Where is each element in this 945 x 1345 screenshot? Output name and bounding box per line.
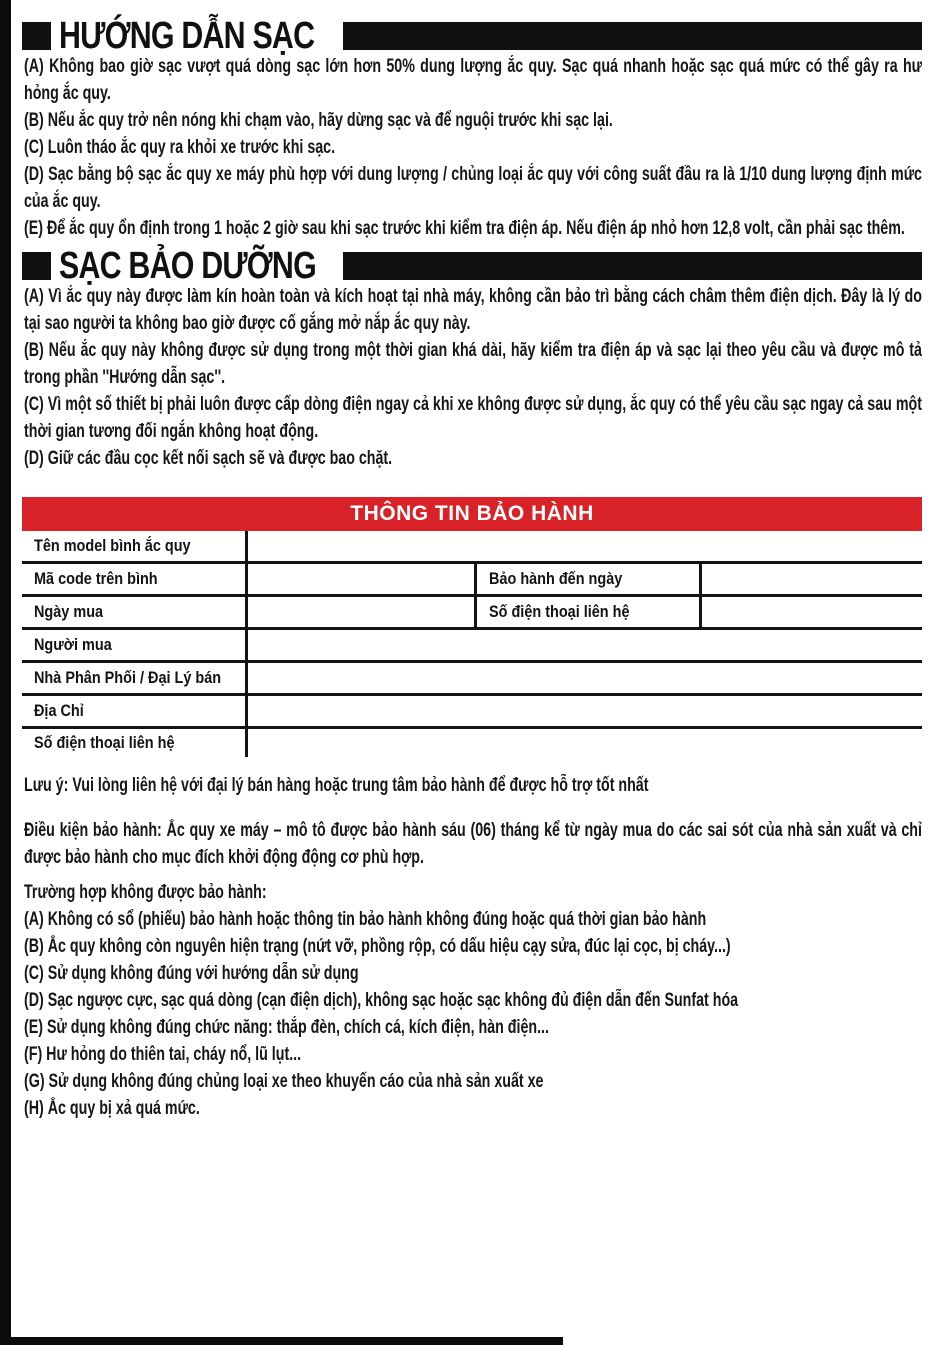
row-label: Ngày mua	[34, 602, 104, 621]
exclusions-list	[24, 906, 922, 1122]
row-value-cell	[248, 630, 922, 660]
row-label-cell	[477, 564, 702, 594]
exclusion-item: (E) Sử dụng không đúng chức năng: thắp đèn, chích cá, kích điện, hàn điện...	[24, 1017, 549, 1038]
table-row	[22, 696, 922, 729]
warranty-info-table	[22, 497, 922, 757]
header-rule-bar	[343, 252, 922, 280]
instruction-item: (B) Nếu ắc quy này không được sử dụng trong một thời gian khá dài, hãy kiểm tra điện áp và sạc lại theo yêu cầu và được mô tả trong phần ''Hướng dẫn sạc''.	[24, 340, 922, 388]
warranty-table-header: THÔNG TIN BẢO HÀNH	[22, 497, 922, 531]
instruction-item: (B) Nếu ắc quy trở nên nóng khi chạm vào, hãy dừng sạc và để nguội trước khi sạc lại.	[24, 110, 613, 131]
row-value-cell	[248, 597, 477, 627]
instruction-item: (A) Không bao giờ sạc vượt quá dòng sạc lớn hơn 50% dung lượng ắc quy. Sạc quá nhanh hoặc sạc quá mức có thể gây ra hư hỏng ắc quy.	[24, 56, 922, 104]
document-page	[22, 0, 922, 1345]
table-row	[22, 564, 922, 597]
section-header-maintenance	[22, 247, 922, 285]
row-label: Địa Chỉ	[34, 701, 84, 720]
exclusions-title: Trường hợp không được bảo hành:	[24, 882, 267, 903]
row-label-cell	[22, 564, 248, 594]
maintenance-instructions-list	[24, 283, 922, 472]
contact-note	[24, 772, 922, 799]
row-label: Bảo hành đến ngày	[489, 569, 623, 588]
instruction-item: (C) Luôn tháo ắc quy ra khỏi xe trước khi sạc.	[24, 137, 336, 158]
table-row	[22, 663, 922, 696]
row-label: Số điện thoại liên hệ	[34, 733, 175, 752]
instruction-item: (D) Sạc bằng bộ sạc ắc quy xe máy phù hợp với dung lượng / chủng loại ắc quy với công suất đầu ra là 1/10 dung lượng định mức của ắc quy.	[24, 164, 922, 212]
section-title-maintenance: SẠC BẢO DƯỠNG	[59, 245, 316, 287]
table-row	[22, 729, 922, 757]
header-rule-bar	[343, 22, 922, 50]
section-title-charging: HƯỚNG DẪN SẠC	[59, 15, 315, 57]
row-value-cell	[248, 663, 922, 693]
contact-note-text: Lưu ý: Vui lòng liên hệ với đại lý bán hàng hoặc trung tâm bảo hành để được hỗ trợ tốt nhất	[24, 775, 649, 796]
exclusion-item: (C) Sử dụng không đúng với hướng dẫn sử dụng	[24, 963, 359, 984]
row-label: Tên model bình ắc quy	[34, 536, 191, 555]
table-row	[22, 630, 922, 663]
row-label-cell	[22, 630, 248, 660]
warranty-conditions-text: Điều kiện bảo hành: Ắc quy xe máy – mô tô được bảo hành sáu (06) tháng kể từ ngày mua do các sai sót của nhà sản xuất và chỉ được bảo hành cho mục đích khởi động động cơ phù hợp.	[24, 820, 922, 868]
exclusion-item: (G) Sử dụng không đúng chủng loại xe theo khuyến cáo của nhà sản xuất xe	[24, 1071, 544, 1092]
row-value-cell	[248, 729, 922, 757]
row-value-cell	[248, 564, 477, 594]
charging-instructions-list	[24, 53, 922, 242]
table-row	[22, 597, 922, 630]
row-value-cell	[248, 531, 922, 561]
section-header-charging	[22, 17, 922, 55]
exclusion-item: (A) Không có sổ (phiếu) bảo hành hoặc thông tin bảo hành không đúng hoặc quá thời gian bảo hành	[24, 909, 707, 930]
row-value-cell	[702, 597, 922, 627]
row-label-cell	[22, 696, 248, 726]
exclusion-item: (F) Hư hỏng do thiên tai, cháy nổ, lũ lụt...	[24, 1044, 302, 1065]
instruction-item: (D) Giữ các đầu cọc kết nối sạch sẽ và được bao chặt.	[24, 448, 393, 469]
exclusion-item: (D) Sạc ngược cực, sạc quá dòng (cạn điện dịch), không sạc hoặc sạc không đủ điện dẫn đến Sunfat hóa	[24, 990, 739, 1011]
row-value-cell	[702, 564, 922, 594]
row-label: Nhà Phân Phối / Đại Lý bán	[34, 668, 222, 687]
black-square-bullet-icon	[22, 22, 51, 50]
black-square-bullet-icon	[22, 252, 51, 280]
instruction-item: (E) Để ắc quy ổn định trong 1 hoặc 2 giờ sau khi sạc trước khi kiểm tra điện áp. Nếu điện áp nhỏ hơn 12,8 volt, cần phải sạc thêm.	[24, 218, 905, 239]
row-label-cell	[22, 597, 248, 627]
table-row	[22, 531, 922, 564]
page-left-edge-strip	[0, 0, 11, 1345]
row-value-cell	[248, 696, 922, 726]
instruction-item: (C) Vì một số thiết bị phải luôn được cấp dòng điện ngay cả khi xe không được sử dụng, ắc quy có thể yêu cầu sạc ngay cả sau một thời gian tương đối ngắn không hoạt động.	[24, 394, 922, 442]
row-label-cell	[477, 597, 702, 627]
row-label: Số điện thoại liên hệ	[489, 602, 630, 621]
exclusions-title-block	[24, 879, 922, 906]
row-label-cell	[22, 531, 248, 561]
instruction-item: (A) Vì ắc quy này được làm kín hoàn toàn và kích hoạt tại nhà máy, không cần bảo trì bằng cách châm thêm điện dịch. Đây là lý do tại sao người ta không bao giờ được cố gắng mở nắp ắc quy này.	[24, 286, 922, 334]
row-label: Người mua	[34, 635, 112, 654]
row-label-cell	[22, 663, 248, 693]
row-label-cell	[22, 729, 248, 757]
row-label: Mã code trên bình	[34, 569, 158, 588]
warranty-conditions	[24, 817, 922, 871]
exclusion-item: (H) Ắc quy bị xả quá mức.	[24, 1098, 200, 1119]
exclusion-item: (B) Ắc quy không còn nguyên hiện trạng (nứt vỡ, phồng rộp, có dấu hiệu cạy sửa, đúc lại cọc, bị cháy...)	[24, 936, 731, 957]
